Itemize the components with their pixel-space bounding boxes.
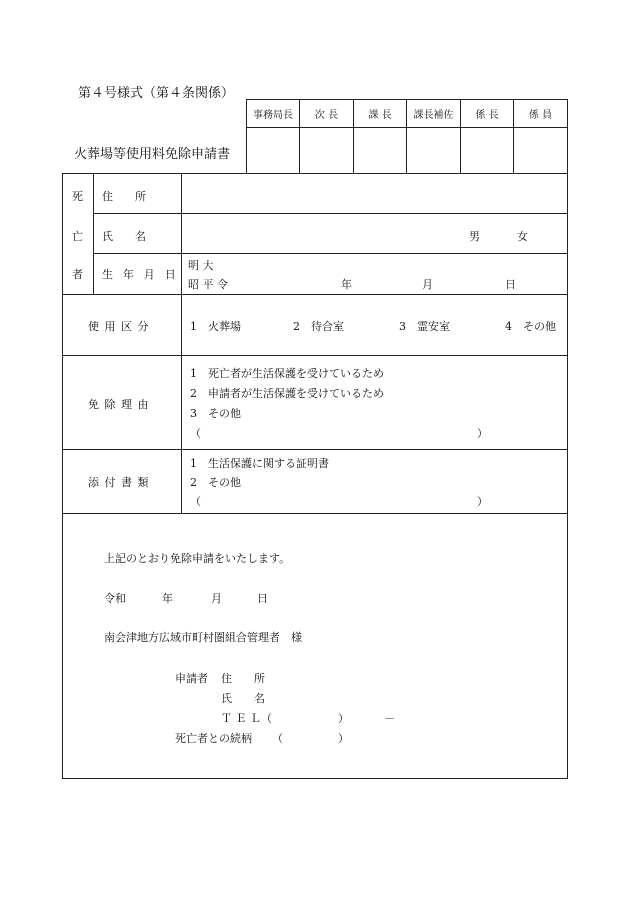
approval-header: 係 員 (514, 100, 568, 128)
era-options-lower[interactable]: 昭 平 令 (188, 278, 228, 291)
usage-label: 使用区分 (88, 320, 154, 333)
sex-option-female[interactable]: 女 (517, 230, 528, 243)
deceased-label-char: 者 (72, 268, 83, 281)
row-divider (63, 355, 568, 356)
applicant-name-field[interactable] (280, 686, 530, 704)
approval-stamp-cell[interactable] (407, 128, 461, 174)
tel-paren-close: ） (338, 712, 349, 725)
approval-header: 次 長 (300, 100, 354, 128)
addressee: 南会津地方広域市町村圏組合管理者 様 (104, 631, 302, 644)
date-day-label: 日 (257, 592, 268, 605)
tel-label: Ｔ Ｅ Ｌ（ (221, 712, 272, 725)
usage-option-waiting-room[interactable]: 2 待合室 (293, 320, 344, 333)
date-era-label: 令和 (104, 592, 126, 605)
exemption-label: 免除理由 (88, 398, 154, 411)
usage-option-other[interactable]: 4 その他 (505, 320, 556, 333)
date-year-label: 年 (162, 592, 173, 605)
paren-close: ） (477, 495, 488, 508)
applicant-address-label: 住 所 (221, 672, 265, 685)
form-title: 火葬場等使用料免除申請書 (74, 147, 231, 162)
address-label: 住 所 (102, 190, 146, 203)
relation-paren-close: ） (338, 732, 349, 745)
approval-header: 課長補佐 (407, 100, 461, 128)
row-divider (63, 513, 568, 514)
approval-stamp-cell[interactable] (461, 128, 514, 174)
usage-option-mortuary[interactable]: 3 霊安室 (399, 320, 450, 333)
approval-stamp-cell[interactable] (514, 128, 568, 174)
exemption-option[interactable]: 1 死亡者が生活保護を受けているため (190, 367, 384, 380)
relation-label: 死亡者との続柄 (175, 732, 252, 745)
approval-stamp-cell[interactable] (247, 128, 300, 174)
usage-option-crematorium[interactable]: 1 火葬場 (190, 320, 241, 333)
approval-stamp-table (246, 99, 568, 174)
declaration-statement: 上記のとおり免除申請をいたします。 (104, 552, 291, 565)
approval-header: 係 長 (461, 100, 514, 128)
birthdate-label: 生年月日 (102, 268, 186, 281)
form-number: 第４号様式（第４条関係） (78, 86, 235, 101)
exemption-option[interactable]: 2 申請者が生活保護を受けているため (190, 387, 384, 400)
approval-header: 課 長 (354, 100, 407, 128)
era-options-upper[interactable]: 明 大 (188, 259, 214, 272)
attachment-other-field[interactable] (204, 491, 474, 507)
sex-option-male[interactable]: 男 (469, 230, 480, 243)
approval-header: 事務局長 (247, 100, 300, 128)
deceased-label-char: 死 (72, 190, 83, 203)
applicant-name-label: 氏 名 (221, 692, 265, 705)
col-divider (181, 174, 182, 513)
birth-day-label: 日 (505, 278, 516, 291)
exemption-other-field[interactable] (204, 423, 474, 439)
deceased-address-field[interactable] (186, 180, 564, 216)
date-month-label: 月 (211, 592, 222, 605)
birth-year-label: 年 (341, 278, 352, 291)
paren-open: （ (190, 427, 201, 440)
row-divider (63, 294, 568, 295)
approval-stamp-cell[interactable] (354, 128, 407, 174)
relation-paren-open: （ (272, 732, 283, 745)
attachment-option[interactable]: 1 生活保護に関する証明書 (190, 457, 329, 470)
applicant-label: 申請者 (175, 672, 208, 685)
tel-dash: － (384, 712, 395, 725)
applicant-address-field[interactable] (280, 666, 530, 684)
approval-stamp-cell[interactable] (300, 128, 354, 174)
name-label: 氏 名 (102, 230, 146, 243)
tel-area-code-field[interactable] (290, 706, 336, 724)
col-divider (93, 174, 94, 294)
deceased-label-char: 亡 (72, 230, 83, 243)
paren-close: ） (477, 427, 488, 440)
attachments-label: 添付書類 (88, 476, 154, 489)
birth-month-label: 月 (422, 278, 433, 291)
paren-open: （ (190, 495, 201, 508)
row-divider (63, 449, 568, 450)
relation-field[interactable] (286, 726, 336, 744)
exemption-option[interactable]: 3 その他 (190, 407, 241, 420)
deceased-name-field[interactable] (186, 219, 456, 255)
attachment-option[interactable]: 2 その他 (190, 476, 241, 489)
